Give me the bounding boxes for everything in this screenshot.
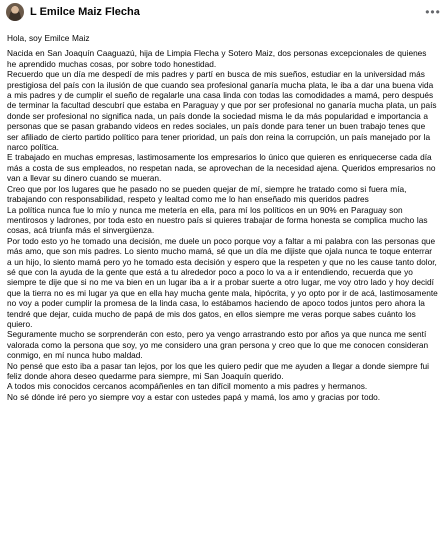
- post-paragraph: Recuerdo que un día me despedí de mis padres y partí en busca de mis sueños, estudiar en la universidad más prestigiosa del país con la ilusión de que cuando sea profesional ganaría mucha plata, le iba a dar una buena vida a mis padres y de cumplir el sueño de regalarle una casa linda con todas las comodidades a mamá, pero después de terminar la facultad descubrí que estaba en Paraguay y que por ser profesional no ganaría mucha plata, un país donde ser profesional no significa nada, un país donde la sociedad misma le da más popularidad e importancia a personas que se pasan grabando videos en redes sociales, un país donde para tener un buen trabajo tenes que ser afiliado de cierto partido político para tener prioridad, un país don reina la corrupción, un país manejado por la narco política.: [7, 69, 437, 153]
- more-horizontal-icon[interactable]: •••: [425, 5, 441, 19]
- post-paragraph: E trabajado en muchas empresas, lastimosamente los empresarios lo único que quieren es enriquecerse cada día más a costa de sus empleados, no respetan nada, se aprovechan de la necesidad ajena. Queridos empresarios no van a llevar su dinero cuando se mueran.: [7, 152, 436, 184]
- post-paragraph: Nacida en San Joaquín Caaguazú, hija de Limpia Flecha y Sotero Maiz, dos personas excepcionales de quienes he aprendido muchas cosas, por sobre todo honestidad.: [7, 48, 427, 69]
- author-name[interactable]: L Emilce Maiz Flecha: [30, 6, 140, 18]
- post-paragraph: No pensé que esto iba a pasar tan lejos, por los que les quiero pedir que me ayuden a llegar a donde siempre fui feliz donde ahora deseo quedarme para siempre, mi San Joaquín querido.: [7, 360, 430, 381]
- author-avatar[interactable]: [6, 3, 24, 21]
- post-header: [0, 0, 448, 22]
- post-paragraph: No sé dónde iré pero yo siempre voy a estar con ustedes papá y mamá, los amo y gracias por todo.: [7, 391, 381, 402]
- post-paragraph: Hola, soy Emilce Maiz: [7, 33, 90, 43]
- post-paragraph: A todos mis conocidos cercanos acompáñenles en tan difícil momento a mis padres y hermanos.: [7, 381, 368, 392]
- post-text: [0, 22, 448, 402]
- post-paragraph: La política nunca fue lo mío y nunca me metería en ella, para mí los políticos en un 90% en Paraguay son mentirosos y ladrones, por toda esto en nuestro país si quieres trabajar de forma honesta se complica mucho las cosas, acá triunfa más el sinvergüenza.: [7, 204, 428, 236]
- post-paragraph: Por todo esto yo he tomado una decisión, me duele un poco porque voy a faltar a mi palabra con las personas que más amo, que son mis padres. Lo siento mucho mamá, sé que un día me dijiste que ojala nunca te toque enterrar a un hijo, lo siento mamá pero yo he tomado esta decisión y espero que la respeten y que no les cause tanto dolor, sé que con la ayuda de la gente que está a tu alrededor poco a poco lo va a ir entendiendo, recuerda que yo siempre te dije que si no me va bien en un lugar iba a ir a probar suerte a otro lugar, me voy otro lado y hoy decidí que la tierra no es mi lugar ya que en ella hay mucha gente mala, hipócrita, y yo opto por ir de acá, lastimosamente no voy a poder cumplir la promesa de la linda casa, lo estábamos haciendo de apoco todos juntos pero ahora la tendré que dejar, cuida mucho de papá de mis dos gatos, en ellos siempre me veras porque sabes cuánto los quiero.: [7, 235, 438, 329]
- post-paragraph: Creo que por los lugares que he pasado no se pueden quejar de mí, siempre he tratado como si fuera mía, trabajando con responsabilidad, respeto y lealtad como me lo han enseñado mis queridos padres: [7, 183, 407, 205]
- post-paragraph: Seguramente mucho se sorprenderán con esto, pero ya vengo arrastrando esto por años ya que nunca me sentí valorada como la persona que soy, yo me considero una gran persona y creo que lo que me conocen consideran conmigo, en mí nunca hubo maldad.: [7, 329, 429, 361]
